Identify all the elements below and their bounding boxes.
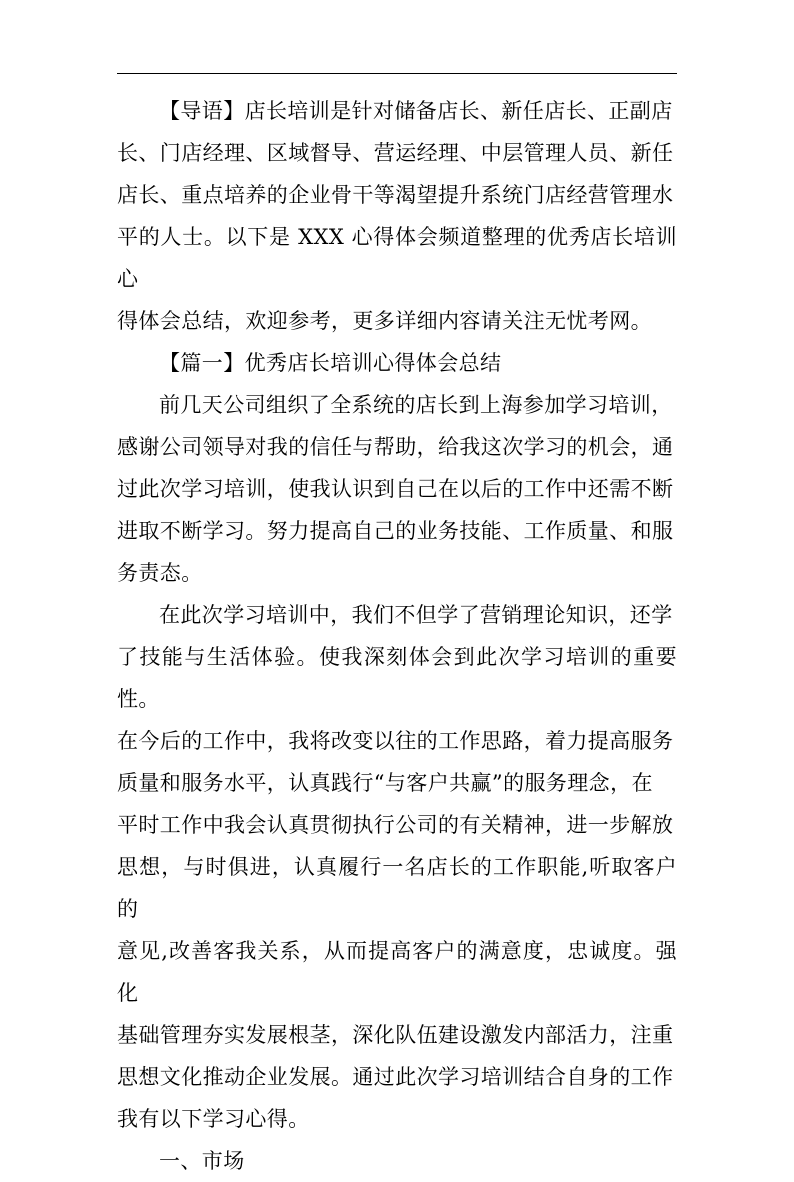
header-rule — [117, 73, 677, 74]
intro-paragraph: 【导语】店长培训是针对储备店长、新任店长、正副店 长、门店经理、区域督导、营运经理、中层管理人员、新任 店长、重点培养的企业骨干等渴望提升系统门店经营管理水 平的人士。以下是 XXX 心得体会频道整理的优秀店长培训心 得体会总结，欢迎参考，更多详细内容请关注无忧考网。 — [117, 99, 677, 333]
body-paragraph-1: 前几天公司组织了全系统的店长到上海参加学习培训， 感谢公司领导对我的信任与帮助，给我这次学习的机会，通 过此次学习培训，使我认识到自己在以后的工作中还需不断 进取不断学习。努力提高自己的业务技能、工作质量、和服 务责态。 — [117, 393, 674, 585]
subsection-heading: 一、市场 — [159, 1149, 245, 1173]
body-paragraph-2: 在此次学习培训中，我们不但学了营销理论知识，还学 了技能与生活体验。使我深刻体会到此次学习培训的重要性。 在今后的工作中，我将改变以往的工作思路，着力提高服务 质量和服务水平，认真践行“与客户共赢”的服务理念，在 平时工作中我会认真贯彻执行公司的有关精神，进一步解放 思想，与时俱进，认真履行一名店长的工作职能,听取客户的 意见,改善客我关系，从而提高客户的满意度，忠诚度。强化 基础管理夯实发展根茎，深化队伍建设激发内部活力，注重 思想文化推动企业发展。通过此次学习培训结合自身的工作 我有以下学习心得。 — [117, 603, 677, 1131]
document-body — [117, 90, 677, 1182]
section-heading: 【篇一】优秀店长培训心得体会总结 — [159, 351, 502, 375]
